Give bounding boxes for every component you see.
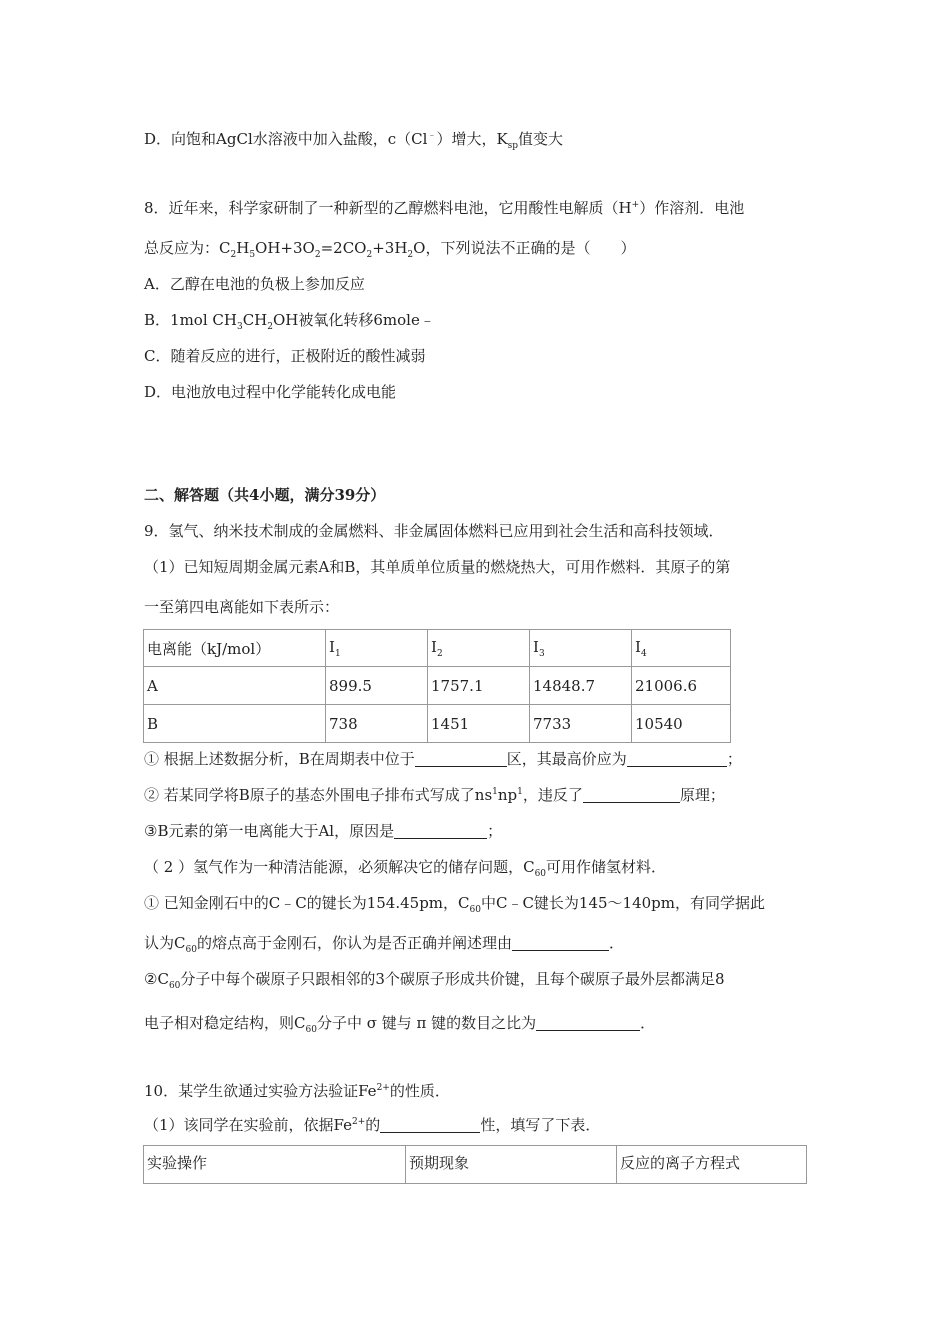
table-cell: 1451 [428, 705, 530, 743]
q8-stem-1: 8．近年来，科学家研制了一种新型的乙醇燃料电池，它用酸性电解质（H+）作溶剂．电池 [144, 199, 745, 217]
q9-item1: ① 根据上述数据分析，B在周期表中位于 区，其最高价应为 ； [144, 750, 742, 768]
answer-blank[interactable] [380, 1117, 480, 1133]
q9-part1-line2: 一至第四电离能如下表所示： [144, 598, 340, 616]
table-cell: 21006.6 [632, 667, 731, 705]
table-header-row [144, 630, 731, 667]
table-header-row [144, 1146, 807, 1184]
section-heading: 二、解答题（共4小题，满分39分） [144, 486, 386, 504]
table-cell: B [144, 705, 326, 743]
q9-stem: 9．氢气、纳米技术制成的金属燃料、非金属固体燃料已应用到社会生活和高科技领域． [144, 522, 724, 540]
q10-part1: （1）该同学在实验前，依据$Fe^{2+}$的 性，填写了下表． [144, 1116, 601, 1134]
answer-blank[interactable] [415, 751, 507, 767]
q9-part1-line1: （1）已知短周期金属元素A和B，其单质单位质量的燃烧热大，可用作燃料．其原子的第 [144, 558, 731, 576]
answer-blank[interactable] [627, 751, 727, 767]
q8-option-b: B．1mol $CH_3CH_2OH$被氧化转移6mole﹣ [144, 311, 435, 332]
answer-blank[interactable] [512, 935, 609, 951]
answer-blank[interactable] [583, 787, 680, 803]
table-cell: $I_2$ [428, 630, 530, 667]
q9-item3: ③B元素的第一电离能大于Al，原因是 ； [144, 822, 503, 840]
table-cell: $I_3$ [530, 630, 632, 667]
table-cell: A [144, 667, 326, 705]
table-cell: 10540 [632, 705, 731, 743]
table-cell: 实验操作 [144, 1146, 406, 1184]
answer-blank[interactable] [536, 1015, 640, 1031]
ionization-energy-table [143, 629, 731, 743]
table-row [144, 667, 731, 705]
q8-option-a: A．乙醇在电池的负极上参加反应 [144, 275, 365, 293]
q9-part2: （ 2 ）氢气作为一种清洁能源，必须解决它的储存问题，$C_{60}$可用作储氢材料． [144, 858, 667, 879]
q9-item2: ② 若某同学将B原子的基态外围电子排布式写成了$ns^1np^1$，违反了 原理； [144, 786, 725, 804]
table-cell: $I_1$ [326, 630, 428, 667]
answer-blank[interactable] [394, 823, 487, 839]
table-cell: 1757.1 [428, 667, 530, 705]
q9-part2-item1-line1: ① 已知金刚石中的C﹣C的键长为154.45pm，$C_{60}$中C﹣C键长为145～140pm，有同学据此 [144, 894, 766, 915]
q8-option-d: D．电池放电过程中化学能转化成电能 [144, 383, 397, 401]
table-cell: 7733 [530, 705, 632, 743]
q8-stem-2: 总反应为：$C_2H_5OH+3O_2=2CO_2+3H_2O$，下列说法不正确的是（ ） [144, 239, 636, 260]
q8-option-c: C．随着反应的进行，正极附近的酸性减弱 [144, 347, 426, 365]
table-cell: 电离能（kJ/mol） [144, 630, 326, 667]
table-cell: 738 [326, 705, 428, 743]
q9-part2-item2-line2: 电子相对稳定结构，则$C_{60}$分子中 σ 键与 π 键的数目之比为 ． [144, 1014, 656, 1035]
q9-part2-item2-line1: $②C_{60}$分子中每个碳原子只跟相邻的3个碳原子形成共价键，且每个碳原子最外层都满足8 [144, 970, 725, 991]
table-cell: 预期现象 [406, 1146, 617, 1184]
table-row [144, 705, 731, 743]
experiment-table [143, 1145, 807, 1184]
table-cell: $I_4$ [632, 630, 731, 667]
q10-stem: 10．某学生欲通过实验方法验证$Fe^{2+}$的性质． [144, 1082, 450, 1100]
table-cell: 14848.7 [530, 667, 632, 705]
q9-part2-item1-line2: 认为$C_{60}$的熔点高于金刚石，你认为是否正确并阐述理由 ． [144, 934, 624, 955]
q7-option-d: D．向饱和AgCl水溶液中加入盐酸，c（Cl﹣）增大，$K_{sp}$值变大 [144, 130, 564, 151]
table-cell: 反应的离子方程式 [617, 1146, 807, 1184]
table-cell: 899.5 [326, 667, 428, 705]
